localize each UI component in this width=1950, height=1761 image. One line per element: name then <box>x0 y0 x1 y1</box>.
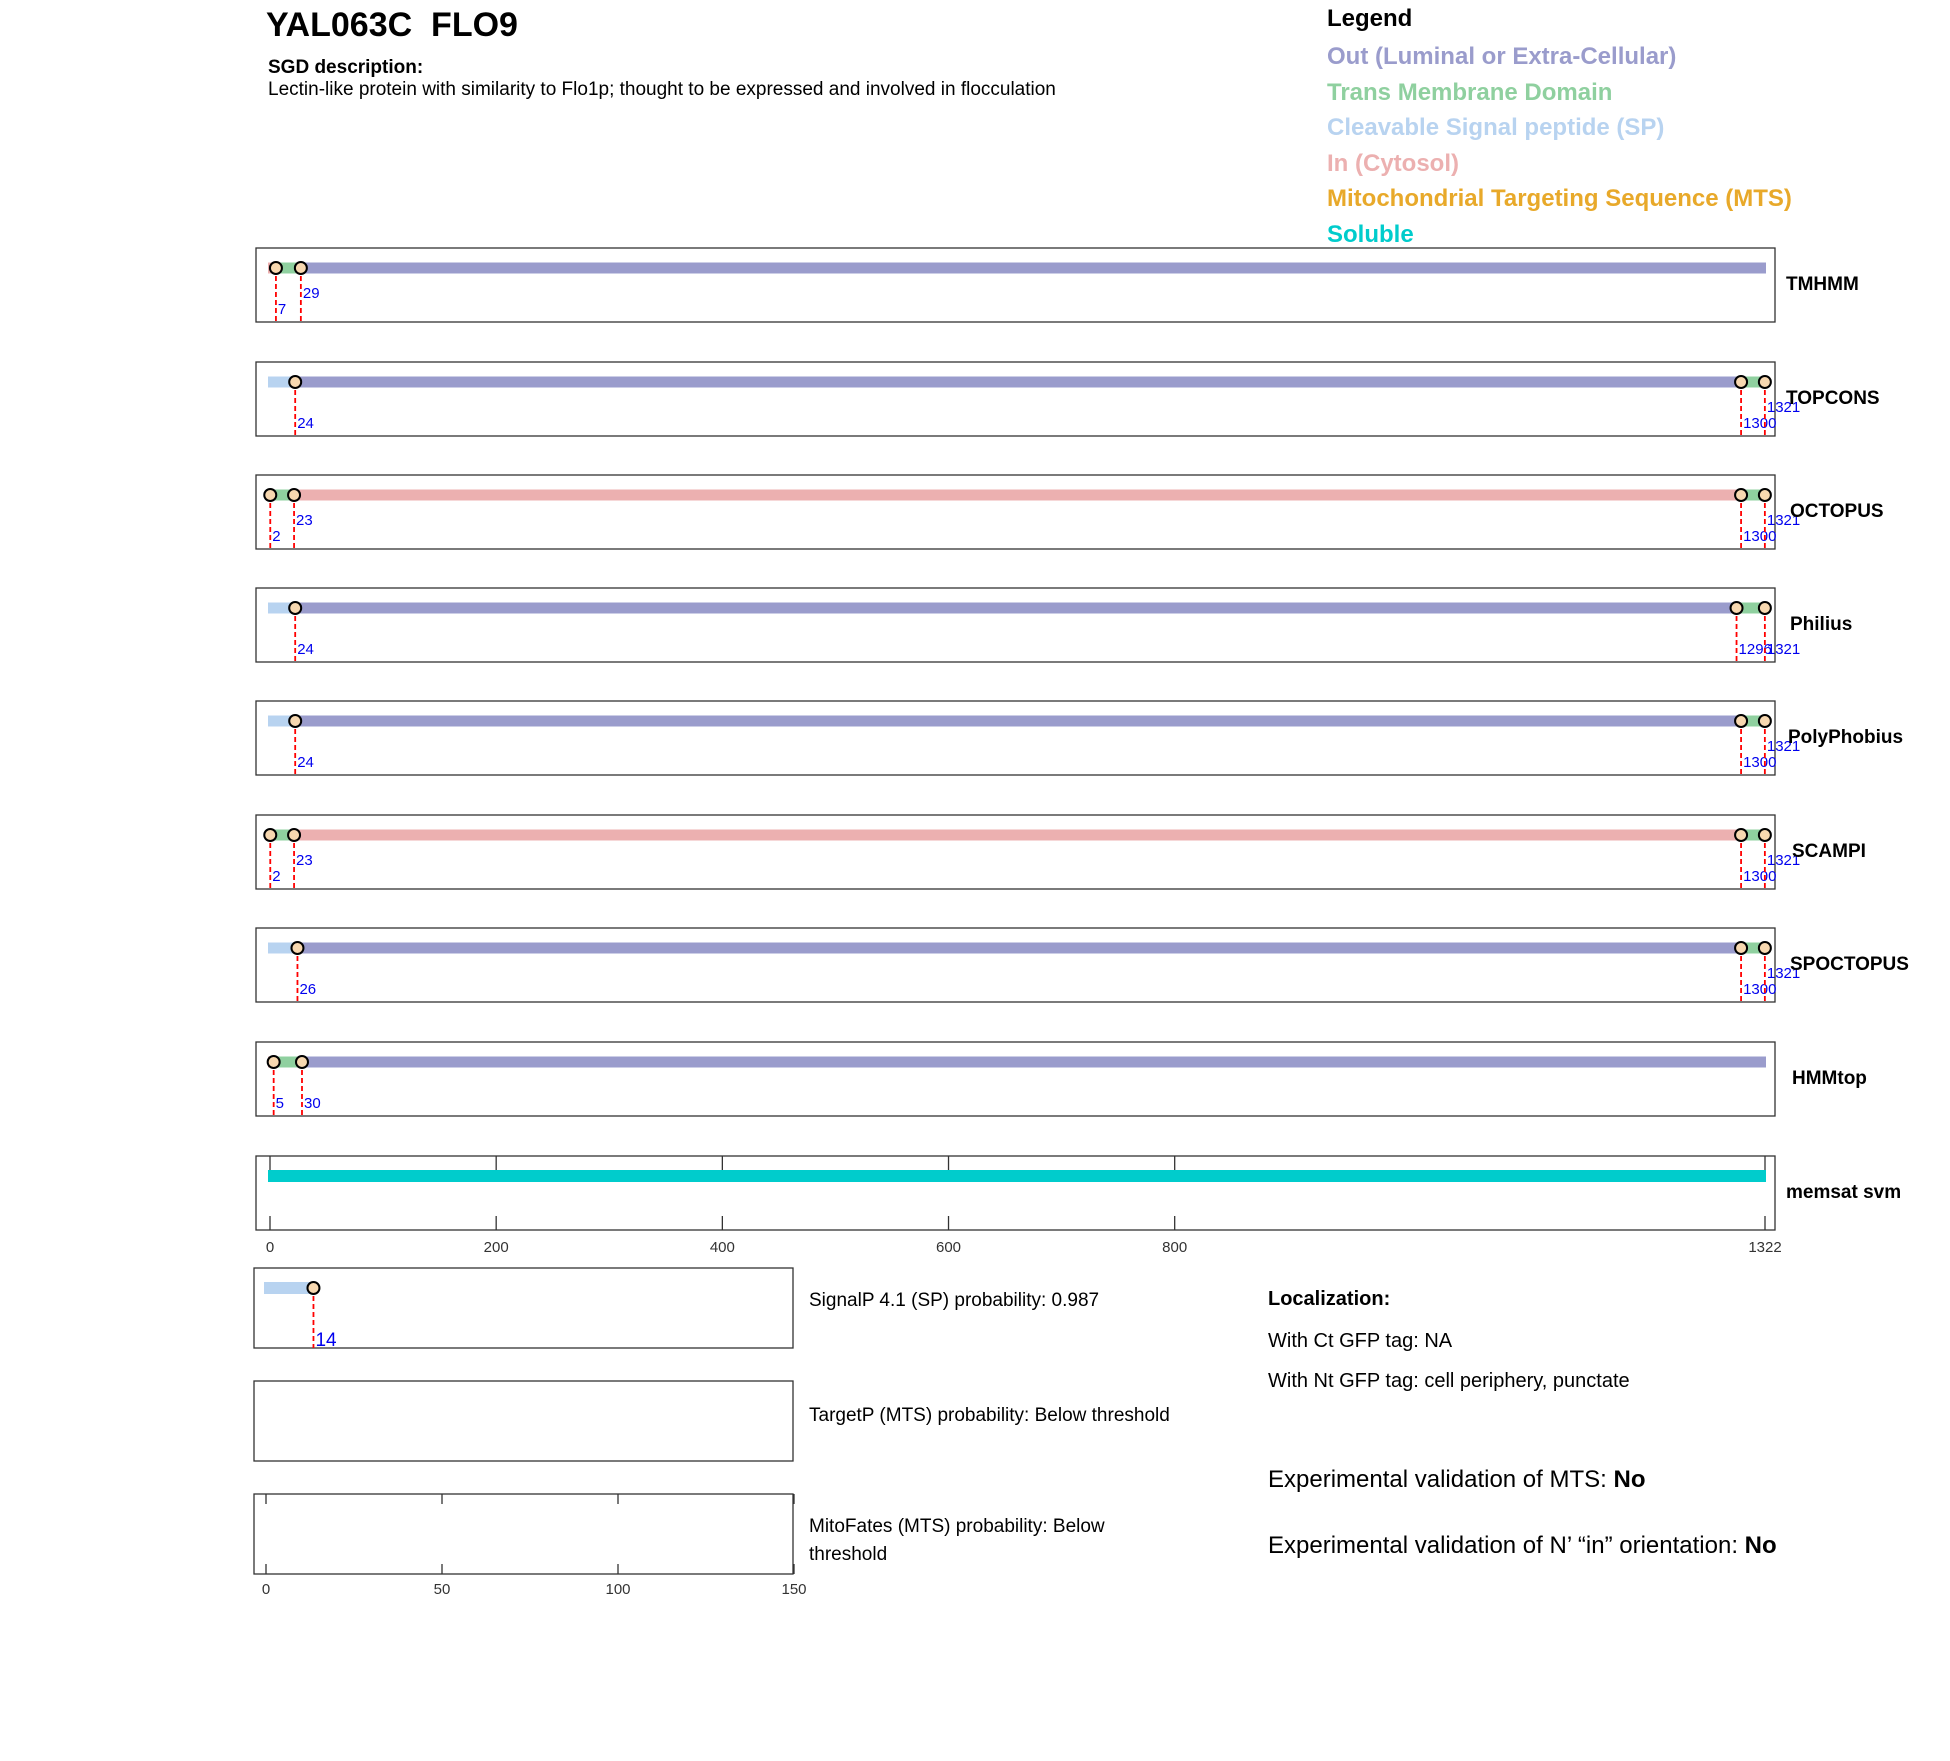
sgd-description-label: SGD description: <box>268 57 424 78</box>
marker-circle <box>289 376 301 388</box>
marker-circle <box>1735 942 1747 954</box>
legend-item-tm: Trans Membrane Domain <box>1327 78 1613 106</box>
segment-soluble <box>268 1170 1766 1182</box>
track-box-2 <box>256 475 1775 549</box>
marker-circle <box>289 602 301 614</box>
segment-out <box>295 603 1736 614</box>
track-box-nterm-1 <box>254 1381 793 1461</box>
legend-item-mts: Mitochondrial Targeting Sequence (MTS) <box>1327 185 1792 212</box>
marker-circle <box>289 715 301 727</box>
marker-label: 1321 <box>1766 738 1801 755</box>
marker-circle <box>296 1056 308 1068</box>
track-box-nterm-2 <box>254 1494 793 1574</box>
track-box-4 <box>256 701 1775 775</box>
marker-label: 1321 <box>1766 512 1801 529</box>
marker-label: 23 <box>296 512 313 529</box>
marker-label: 1300 <box>1743 528 1777 545</box>
localization-heading: Localization: <box>1268 1288 1391 1310</box>
signalp-probability: SignalP 4.1 (SP) probability: 0.987 <box>809 1290 1100 1311</box>
marker-label: 30 <box>303 1095 321 1112</box>
axis-tick-label: 600 <box>936 1239 962 1256</box>
axis-tick-label: 400 <box>709 1239 735 1256</box>
track-label-0: TMHMM <box>1786 274 1859 295</box>
page-title: YAL063C FLO9 <box>266 6 518 44</box>
marker-circle <box>1735 376 1747 388</box>
localization-nt: With Nt GFP tag: cell periphery, punctate <box>1268 1370 1630 1392</box>
segment-out <box>295 716 1741 727</box>
track-label-3: Philius <box>1790 614 1853 635</box>
marker-circle <box>1759 942 1771 954</box>
marker-circle <box>288 829 300 841</box>
marker-label: 1296 <box>1738 641 1772 658</box>
marker-label: 2 <box>272 868 281 885</box>
validation-mts-value: No <box>1613 1466 1646 1493</box>
legend-heading: Legend <box>1327 5 1413 32</box>
marker-circle <box>1735 715 1747 727</box>
axis-tick-label: 1322 <box>1748 1239 1782 1256</box>
validation-orientation-label: Experimental validation of N’ “in” orientation: <box>1268 1532 1745 1559</box>
mitofates-probability-line2: threshold <box>809 1544 888 1565</box>
axis-tick-label: 800 <box>1162 1239 1188 1256</box>
validation-mts-label: Experimental validation of MTS: <box>1268 1466 1614 1493</box>
marker-circle <box>268 1056 280 1068</box>
track-label-8: memsat svm <box>1786 1182 1902 1203</box>
validation-orientation-value: No <box>1744 1532 1777 1559</box>
marker-label: 1300 <box>1743 868 1777 885</box>
track-label-2: OCTOPUS <box>1790 501 1884 522</box>
nterm-axis-tick-label: 50 <box>433 1581 451 1598</box>
segment-out <box>295 377 1741 388</box>
marker-circle <box>270 262 282 274</box>
marker-label: 1300 <box>1743 415 1777 432</box>
nterm-axis-tick-label: 0 <box>261 1581 271 1598</box>
marker-circle <box>1759 489 1771 501</box>
marker-circle <box>264 829 276 841</box>
localization-ct: With Ct GFP tag: NA <box>1268 1330 1453 1352</box>
targetp-probability: TargetP (MTS) probability: Below threshold <box>809 1405 1170 1426</box>
axis-tick-label: 0 <box>265 1239 275 1256</box>
legend-item-in: In (Cytosol) <box>1327 149 1459 177</box>
track-label-6: SPOCTOPUS <box>1790 954 1909 975</box>
segment-in <box>294 830 1741 841</box>
segment-out <box>302 1057 1766 1068</box>
marker-circle <box>307 1282 319 1294</box>
track-label-5: SCAMPI <box>1792 841 1866 862</box>
track-box-0 <box>256 248 1775 322</box>
marker-label: 1300 <box>1743 754 1777 771</box>
marker-circle <box>1735 829 1747 841</box>
marker-circle <box>1731 602 1743 614</box>
segment-out <box>301 263 1766 274</box>
legend-item-out: Out (Luminal or Extra-Cellular) <box>1327 43 1677 70</box>
legend-item-soluble: Soluble <box>1327 220 1414 248</box>
marker-circle <box>264 489 276 501</box>
segment-sp <box>264 1282 313 1294</box>
marker-label: 24 <box>297 641 314 658</box>
validation-mts <box>1268 1466 1645 1494</box>
track-box-8 <box>256 1156 1775 1230</box>
marker-label: 24 <box>297 415 314 432</box>
marker-label: 29 <box>302 285 320 302</box>
marker-circle <box>1759 602 1771 614</box>
marker-label: 1321 <box>1766 641 1801 658</box>
marker-circle <box>1735 489 1747 501</box>
segment-in <box>294 490 1741 501</box>
marker-label: 1321 <box>1766 399 1801 416</box>
track-box-6 <box>256 928 1775 1002</box>
marker-label: 14 <box>315 1330 337 1351</box>
mitofates-probability-line1: MitoFates (MTS) probability: Below <box>809 1516 1105 1537</box>
track-box-7 <box>256 1042 1775 1116</box>
marker-circle <box>1759 376 1771 388</box>
track-label-1: TOPCONS <box>1786 388 1880 409</box>
marker-label: 24 <box>297 754 314 771</box>
axis-tick-label: 200 <box>483 1239 509 1256</box>
marker-label: 1321 <box>1766 852 1801 869</box>
nterm-axis-tick-label: 100 <box>605 1581 631 1598</box>
marker-circle <box>288 489 300 501</box>
marker-circle <box>1759 715 1771 727</box>
marker-label: 1321 <box>1766 965 1801 982</box>
legend-item-sp: Cleavable Signal peptide (SP) <box>1327 114 1665 141</box>
marker-circle <box>1759 829 1771 841</box>
marker-label: 2 <box>272 528 281 545</box>
track-label-7: HMMtop <box>1792 1068 1867 1089</box>
nterm-axis-tick-label: 150 <box>781 1581 807 1598</box>
marker-label: 5 <box>275 1095 285 1112</box>
marker-label: 26 <box>299 981 317 998</box>
track-box-5 <box>256 815 1775 889</box>
validation-orientation <box>1268 1532 1777 1560</box>
marker-circle <box>295 262 307 274</box>
marker-label: 7 <box>277 301 287 318</box>
marker-circle <box>291 942 303 954</box>
track-box-3 <box>256 588 1775 662</box>
marker-label: 23 <box>296 852 313 869</box>
segment-out <box>297 943 1741 954</box>
marker-label: 1300 <box>1743 981 1777 998</box>
sgd-description-text: Lectin-like protein with similarity to Flo1p; thought to be expressed and involved in flocculation <box>268 79 1056 100</box>
track-box-1 <box>256 362 1775 436</box>
track-label-4: PolyPhobius <box>1788 727 1904 748</box>
